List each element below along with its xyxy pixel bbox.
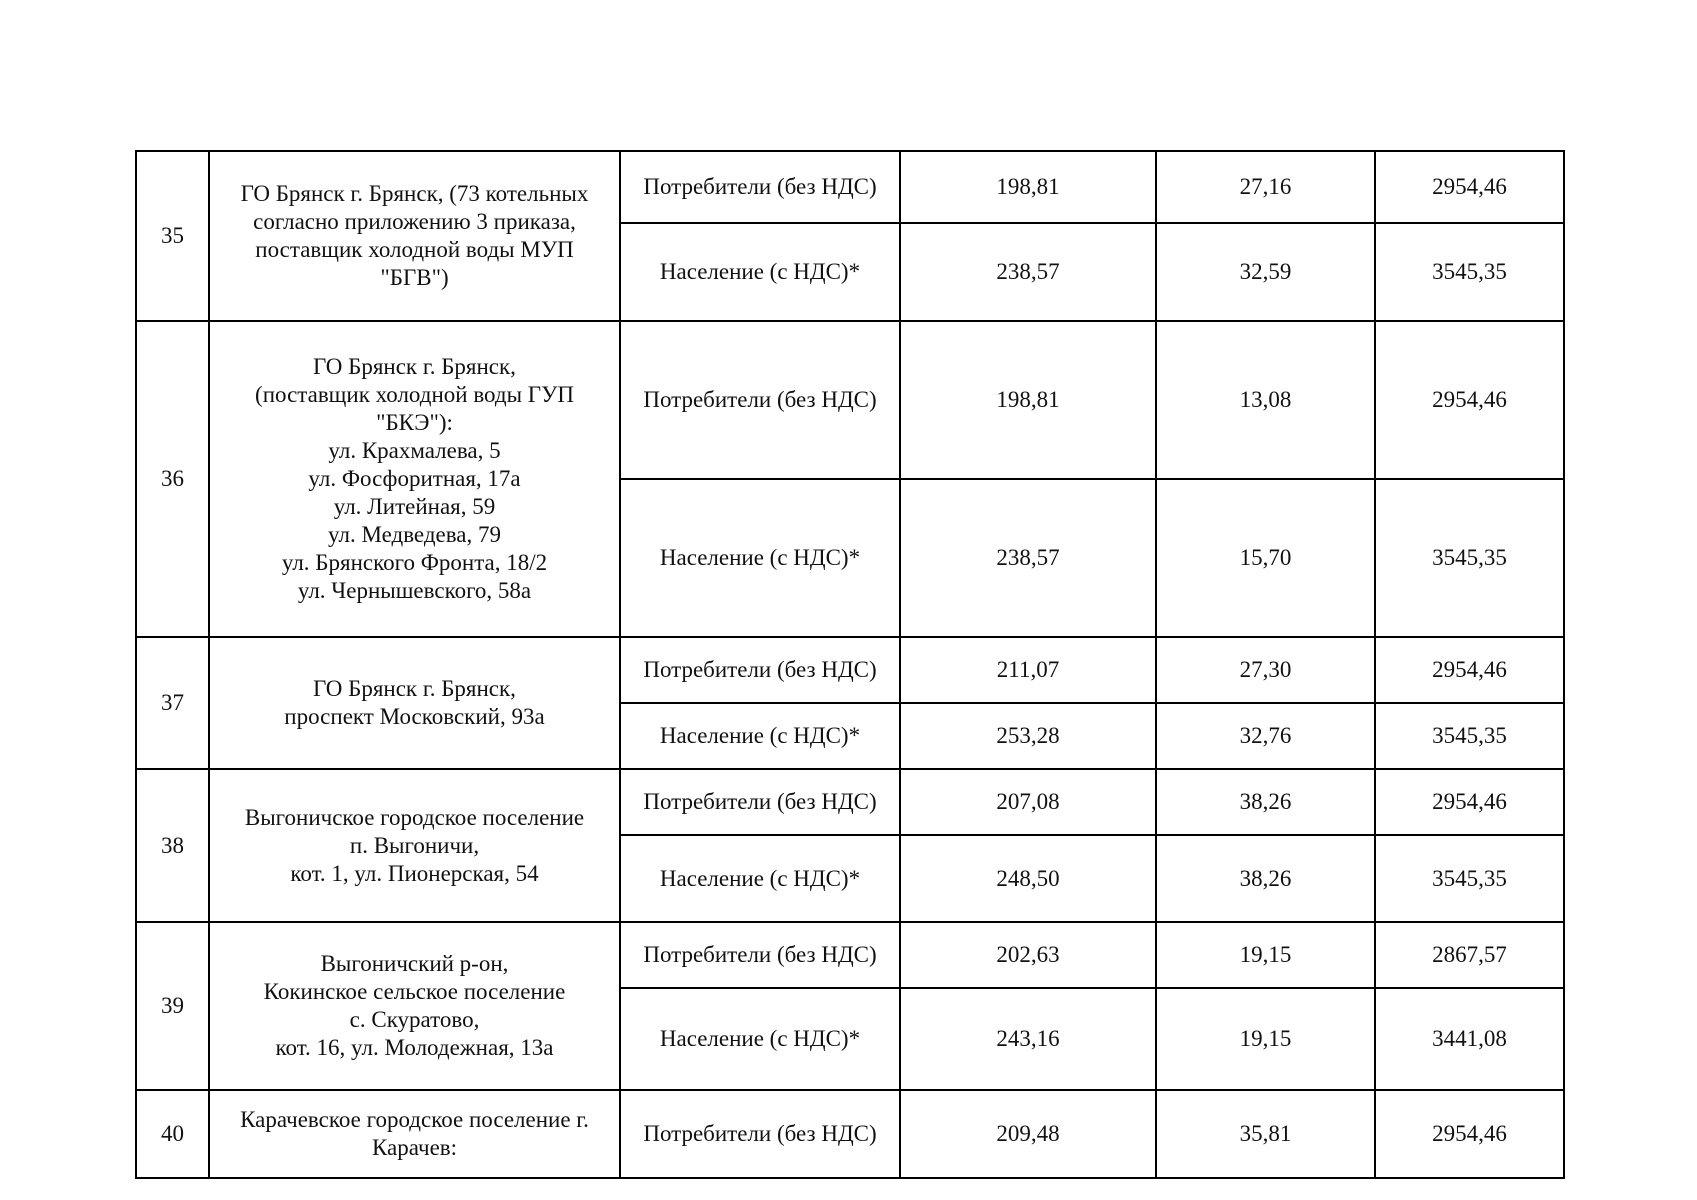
tariff-table xyxy=(135,150,1565,1179)
tariff-value-2: 19,15 xyxy=(1156,988,1375,1090)
consumer-category: Население (с НДС)* xyxy=(620,479,900,637)
tariff-value-3: 2954,46 xyxy=(1375,769,1564,835)
tariff-value-1: 253,28 xyxy=(900,703,1156,769)
table-row xyxy=(136,1090,1564,1178)
supplier-name: ГО Брянск г. Брянск, (поставщик холодной воды ГУП "БКЭ"): ул. Крахмалева, 5 ул. Фосфоритная, 17а ул. Литейная, 59 ул. Медведева, 79 ул. Брянского Фронта, 18/2 ул. Чернышевского, 58а xyxy=(209,321,620,637)
consumer-category: Потребители (без НДС) xyxy=(620,769,900,835)
tariff-value-2: 32,76 xyxy=(1156,703,1375,769)
tariff-value-1: 211,07 xyxy=(900,637,1156,703)
supplier-name: Выгоничское городское поселение п. Выгоничи, кот. 1, ул. Пионерская, 54 xyxy=(209,769,620,922)
consumer-category: Население (с НДС)* xyxy=(620,703,900,769)
tariff-value-2: 32,59 xyxy=(1156,223,1375,321)
supplier-name: Карачевское городское поселение г. Карачев: xyxy=(209,1090,620,1178)
row-number: 39 xyxy=(136,922,209,1090)
tariff-value-3: 3545,35 xyxy=(1375,835,1564,922)
tariff-value-3: 2954,46 xyxy=(1375,151,1564,223)
consumer-category: Потребители (без НДС) xyxy=(620,321,900,479)
tariff-value-3: 3545,35 xyxy=(1375,703,1564,769)
consumer-category: Население (с НДС)* xyxy=(620,988,900,1090)
table-row xyxy=(136,769,1564,835)
tariff-value-2: 19,15 xyxy=(1156,922,1375,988)
tariff-value-1: 248,50 xyxy=(900,835,1156,922)
tariff-value-2: 27,30 xyxy=(1156,637,1375,703)
tariff-value-1: 238,57 xyxy=(900,223,1156,321)
supplier-name: Выгоничский р-он, Кокинское сельское поселение с. Скуратово, кот. 16, ул. Молодежная, 13а xyxy=(209,922,620,1090)
tariff-value-1: 209,48 xyxy=(900,1090,1156,1178)
row-number: 37 xyxy=(136,637,209,769)
table-row xyxy=(136,637,1564,703)
tariff-value-3: 2954,46 xyxy=(1375,321,1564,479)
consumer-category: Потребители (без НДС) xyxy=(620,151,900,223)
row-number: 38 xyxy=(136,769,209,922)
tariff-value-3: 3545,35 xyxy=(1375,223,1564,321)
tariff-value-1: 243,16 xyxy=(900,988,1156,1090)
consumer-category: Потребители (без НДС) xyxy=(620,922,900,988)
tariff-value-2: 38,26 xyxy=(1156,835,1375,922)
supplier-name: ГО Брянск г. Брянск, проспект Московский, 93а xyxy=(209,637,620,769)
table-row xyxy=(136,151,1564,223)
tariff-value-1: 198,81 xyxy=(900,151,1156,223)
tariff-value-1: 198,81 xyxy=(900,321,1156,479)
row-number: 40 xyxy=(136,1090,209,1178)
row-number: 35 xyxy=(136,151,209,321)
table-row xyxy=(136,922,1564,988)
consumer-category: Потребители (без НДС) xyxy=(620,637,900,703)
tariff-value-3: 3441,08 xyxy=(1375,988,1564,1090)
tariff-value-3: 2954,46 xyxy=(1375,637,1564,703)
tariff-value-3: 3545,35 xyxy=(1375,479,1564,637)
consumer-category: Потребители (без НДС) xyxy=(620,1090,900,1178)
tariff-value-2: 35,81 xyxy=(1156,1090,1375,1178)
consumer-category: Население (с НДС)* xyxy=(620,835,900,922)
row-number: 36 xyxy=(136,321,209,637)
tariff-value-2: 38,26 xyxy=(1156,769,1375,835)
consumer-category: Население (с НДС)* xyxy=(620,223,900,321)
tariff-value-2: 13,08 xyxy=(1156,321,1375,479)
tariff-value-3: 2867,57 xyxy=(1375,922,1564,988)
tariff-value-1: 238,57 xyxy=(900,479,1156,637)
tariff-value-1: 202,63 xyxy=(900,922,1156,988)
tariff-value-1: 207,08 xyxy=(900,769,1156,835)
tariff-value-3: 2954,46 xyxy=(1375,1090,1564,1178)
supplier-name: ГО Брянск г. Брянск, (73 котельных согласно приложению 3 приказа, поставщик холодной воды МУП "БГВ") xyxy=(209,151,620,321)
tariff-value-2: 27,16 xyxy=(1156,151,1375,223)
table-row xyxy=(136,321,1564,479)
tariff-value-2: 15,70 xyxy=(1156,479,1375,637)
